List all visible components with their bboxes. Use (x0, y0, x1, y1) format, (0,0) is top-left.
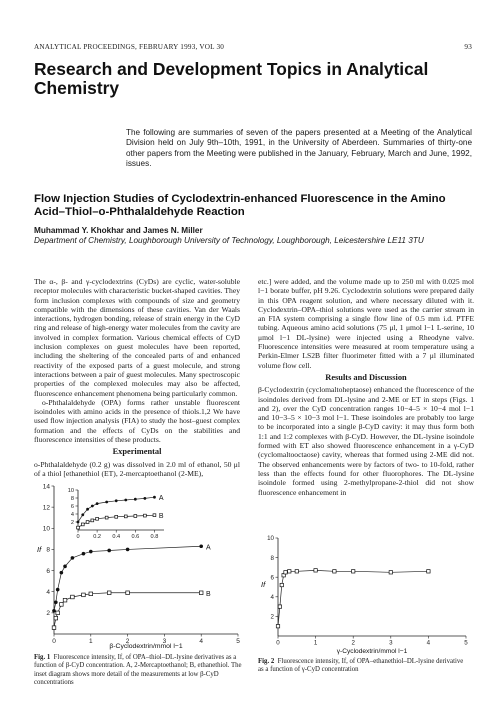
left-column (34, 277, 240, 478)
section-heading: Results and Discussion (325, 372, 407, 382)
data-point (389, 571, 392, 574)
data-point (81, 513, 84, 516)
data-point (71, 595, 75, 599)
data-point (126, 548, 130, 552)
intro-paragraph: The following are summaries of seven of the papers presented at a Meeting of the Analytical Division held on July 9th–10th, 1991, in the University of Aberdeen. Summaries of thirty-one other papers from the Meeting were published in the January, February, March and June, 1992, issues. (126, 128, 472, 169)
data-point (314, 569, 317, 572)
x-tick-label: 0.4 (112, 534, 121, 541)
y-axis-label: If (261, 580, 266, 589)
x-tick-label: 2 (125, 638, 130, 645)
y-tick-label: 12 (42, 504, 50, 512)
data-point (333, 570, 336, 573)
figure-2-caption (258, 658, 470, 675)
data-point (105, 501, 108, 504)
y-tick-label: 8 (70, 495, 74, 502)
y-axis-label: If (37, 545, 42, 554)
data-point (89, 550, 93, 554)
data-point (89, 592, 93, 596)
data-point (96, 517, 99, 520)
figure-2-label: Fig. 2 (258, 658, 275, 665)
data-point (86, 508, 89, 511)
data-point (153, 496, 156, 499)
x-tick-label: 0 (76, 534, 80, 541)
x-axis-label: β-Cyclodextrin/mmol l−1 (109, 643, 183, 650)
data-point (54, 600, 58, 604)
data-point (124, 499, 127, 502)
right-column (258, 277, 474, 497)
figure-1-label: Fig. 1 (34, 654, 51, 661)
y-tick-label: 4 (270, 593, 274, 601)
data-point (143, 514, 146, 517)
x-tick-label: 3 (162, 638, 167, 645)
data-point (107, 549, 111, 553)
data-point (52, 626, 56, 630)
data-point (124, 515, 127, 518)
y-tick-label: 6 (46, 567, 50, 575)
data-point (77, 526, 80, 529)
data-point (134, 515, 137, 518)
data-point (115, 499, 118, 502)
y-tick-label: 10 (267, 535, 274, 543)
data-point (199, 591, 203, 595)
x-tick-label: 5 (236, 638, 240, 645)
body-paragraph: The α-, β- and γ-cyclodextrins (CyDs) are cyclic, water-soluble receptor molecules with characteristic bucket-shaped cavities. They form inclusion complexes with compounds of size and geometry compatible with the dimensions of these cavities. Van der Waals interactions, hydrogen bonding, release of strain energy in the CyD ring and release of high-energy water molecules from the cavity are involved in complex formation. Various chemical effects of CyD inclusion complexes on guest molecules have been reported, including the sheltering of the concealed parts of and enhanced reactivity of the exposed parts of a guest molecule, and strong interactions between a pair of guest molecules. Many spectroscopic properties of the complexed molecules may also be affected, fluorescence enhancement phenomena being particularly common. (34, 277, 240, 398)
y-tick-label: 10 (67, 487, 74, 494)
data-point (427, 570, 430, 573)
figure-1-caption-text: Fluorescence intensity, If, of OPA–thiol–DL-lysine derivatives as a function of β-CyD concentration. A, 2-Mercaptoethanol; B, ethanethiol. The inset diagram shows more detail of the measurements at low β-CyD concentrations (34, 654, 242, 687)
y-tick-label: 10 (42, 525, 50, 533)
y-tick-label: 6 (70, 503, 74, 510)
x-tick-label: 4 (199, 638, 204, 645)
x-tick-label: 4 (426, 639, 431, 647)
series-line (54, 593, 201, 628)
x-tick-label: 0.8 (150, 534, 159, 541)
data-point (60, 571, 64, 575)
x-tick-label: 0.6 (131, 534, 140, 541)
data-point (153, 514, 156, 517)
data-point (105, 516, 108, 519)
data-point (91, 519, 94, 522)
data-point (295, 570, 298, 573)
y-tick-label: 4 (46, 588, 50, 596)
data-point (278, 605, 281, 608)
y-tick-label: 2 (70, 519, 74, 526)
x-tick-label: 2 (351, 639, 355, 647)
inset-background (78, 490, 164, 530)
data-point (284, 571, 287, 574)
series-label: A (206, 544, 211, 552)
data-point (280, 583, 283, 586)
section-heading: Experimental (112, 447, 162, 457)
body-paragraph: etc.] were added, and the volume made up to 250 ml with 0.025 mol l−1 borate buffer, pH 9.26. Cyclodextrin solutions were prepared daily in this OPA reagent solution, and where necessary diluted with it. Cyclodextrin–OPA–thiol solutions were used as the carrier stream in an FIA system comprising a single flow line of 0.5 mm i.d. PTFE tubing. Aqueous amino acid solutions (75 μl, 1 μmol l−1 L-serine, 10 μmol l−1 DL-lysine) were injected using a Rheodyne valve. Fluorescence intensities were measured at room temperature using a Perkin-Elmer LS2B filter fluorimeter fitted with a 7 μl illuminated volume flow cell. (258, 277, 474, 370)
x-tick-label: 3 (389, 639, 393, 647)
data-point (288, 570, 291, 573)
data-point (134, 498, 137, 501)
y-tick-label: 2 (270, 613, 274, 621)
x-axis-label: γ-Cyclodextrin/mmol l−1 (336, 648, 408, 655)
data-point (54, 616, 58, 620)
data-point (56, 588, 60, 592)
data-point (71, 556, 75, 560)
page-number: 93 (464, 43, 472, 51)
article-title: Flow Injection Studies of Cyclodextrin-enhanced Fluorescence in the Amino Acid–Thiol–o-Phthalaldehyde Reaction (34, 193, 446, 218)
x-tick-label: 5 (464, 639, 468, 647)
data-point (77, 521, 80, 524)
data-point (107, 591, 111, 595)
figure-2-caption-text: Fluorescence intensity, If, of OPA–ethanethiol–DL-lysine derivative as a function of γ-CyD concentration (258, 658, 464, 674)
inset-series-label: B (158, 513, 164, 521)
body-paragraph: o-Phthalaldehyde (0.2 g) was dissolved in 2.0 ml of ethanol, 50 μl of a thiol [ethanethiol (ET), 2-mercaptoethanol (2-ME), (34, 459, 240, 478)
data-point (126, 591, 130, 595)
series-line (54, 546, 201, 610)
data-point (63, 565, 67, 569)
y-tick-label: 2 (46, 610, 50, 618)
data-point (91, 505, 94, 508)
data-point (82, 593, 86, 597)
data-point (52, 609, 56, 613)
data-point (115, 515, 118, 518)
journal-header: ANALYTICAL PROCEEDINGS, FEBRUARY 1993, VOL 30 (34, 43, 225, 51)
data-point (199, 544, 203, 548)
y-tick-label: 6 (270, 574, 274, 582)
series-label: B (206, 590, 211, 598)
figure-2-chart (258, 532, 474, 656)
data-point (56, 611, 60, 615)
data-point (82, 552, 86, 556)
y-tick-label: 8 (270, 554, 274, 562)
y-tick-label: 4 (70, 511, 74, 518)
article-authors: Muhammad Y. Khokhar and James N. Miller (34, 226, 203, 235)
body-paragraph: o-Phthalaldehyde (OPA) forms rather unstable fluorescent isoindoles with amino acids in the presence of thiols.1,2 We have used flow injection analysis (FIA) to study the host–guest complex formation and the effects of CyDs on the stabilities and fluorescence intensities of these products. (34, 397, 240, 445)
data-point (352, 570, 355, 573)
section-title: Research and Development Topics in Analytical Chemistry (34, 59, 429, 98)
data-point (276, 625, 279, 628)
series-line (278, 570, 428, 626)
data-point (81, 523, 84, 526)
inset-series-label: A (158, 495, 164, 503)
y-tick-label: 8 (46, 546, 50, 554)
x-tick-label: 1 (88, 638, 93, 645)
article-affiliation: Department of Chemistry, Loughborough University of Technology, Loughborough, Leicestershire LE11 3TU (34, 236, 424, 245)
data-point (143, 497, 146, 500)
figure-1-caption (34, 654, 242, 688)
data-point (96, 502, 99, 505)
data-point (63, 598, 67, 602)
data-point (86, 521, 89, 524)
figure-1-chart (34, 478, 244, 650)
body-paragraph: β-Cyclodextrin (cyclomaltoheptaose) enhanced the fluorescence of the isoindoles derived from DL-lysine and 2-ME or ET in steps (Figs. 1 and 2), over the CyD concentration ranges 10−4–5 × 10−4 mol l−1 and 10−3–5 × 10−3 mol l−1. These isoindoles are probably too large to be incorporated into a single β-CyD cavity: it may thus form both 1:1 and 1:2 complexes with β-CyD. However, the DL-lysine isoindole formed with ET also showed fluorescence enhancement in a γ-CyD (cyclomaltooctaose) cavity, whereas that formed using 2-ME did not. The observed enhancements were by factors of two- to 10-fold, rather less than the effects found for other fluorophores. The DL-lysine isoindole formed using 2-methylpropane-2-thiol did not show fluorescence enhancement in (258, 385, 474, 497)
running-head (34, 43, 472, 53)
y-tick-label: 14 (42, 483, 50, 491)
x-tick-label: 0 (52, 638, 56, 645)
x-tick-label: 1 (313, 639, 318, 647)
data-point (60, 603, 64, 607)
x-tick-label: 0 (276, 639, 280, 647)
x-tick-label: 0.2 (93, 534, 102, 541)
